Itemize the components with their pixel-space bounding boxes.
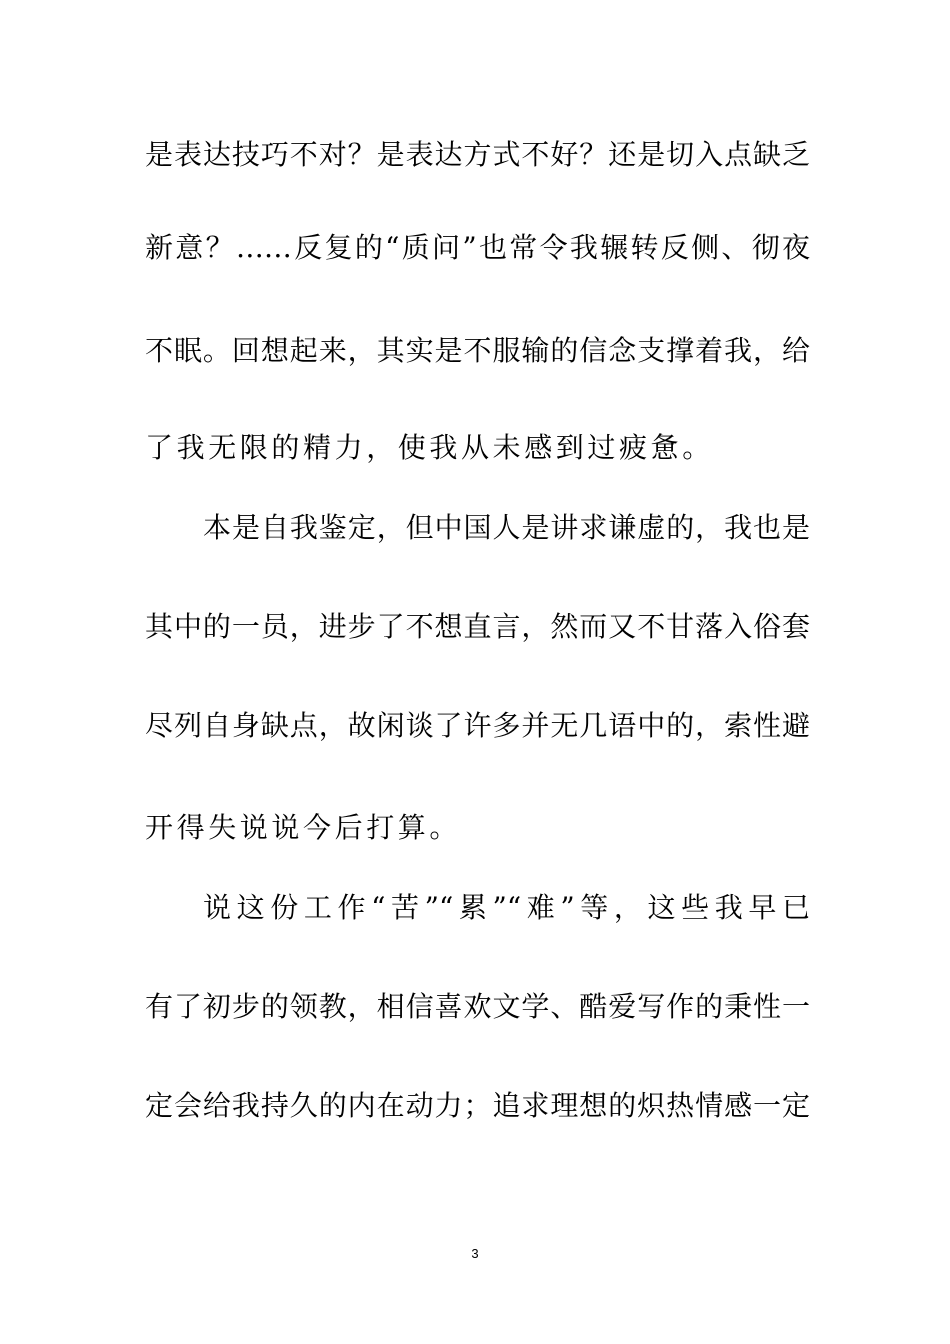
page-number: 3 <box>471 1246 479 1261</box>
body-text-line: 新意？……反复的“质问”也常令我辗转反侧、彻夜 <box>145 231 810 264</box>
body-text-line: 了我无限的精力，使我从未感到过疲惫。 <box>145 431 714 464</box>
paragraph-start-line: 说这份工作“苦”“累”“难”等，这些我早已 <box>203 891 810 924</box>
body-text-line: 其中的一员，进步了不想直言，然而又不甘落入俗套 <box>145 610 810 643</box>
body-text-line: 是表达技巧不对？是表达方式不好？还是切入点缺乏 <box>145 138 810 171</box>
body-text-line: 尽列自身缺点，故闲谈了许多并无几语中的，索性避 <box>145 709 810 742</box>
body-text-line: 定会给我持久的内在动力；追求理想的炽热情感一定 <box>145 1089 810 1122</box>
body-text-line: 开得失说说今后打算。 <box>145 811 462 844</box>
body-text-line: 有了初步的领教，相信喜欢文学、酷爱写作的秉性一 <box>145 990 810 1023</box>
paragraph-start-line: 本是自我鉴定，但中国人是讲求谦虚的，我也是 <box>203 511 810 544</box>
body-text-line: 不眠。回想起来，其实是不服输的信念支撑着我，给 <box>145 334 810 367</box>
